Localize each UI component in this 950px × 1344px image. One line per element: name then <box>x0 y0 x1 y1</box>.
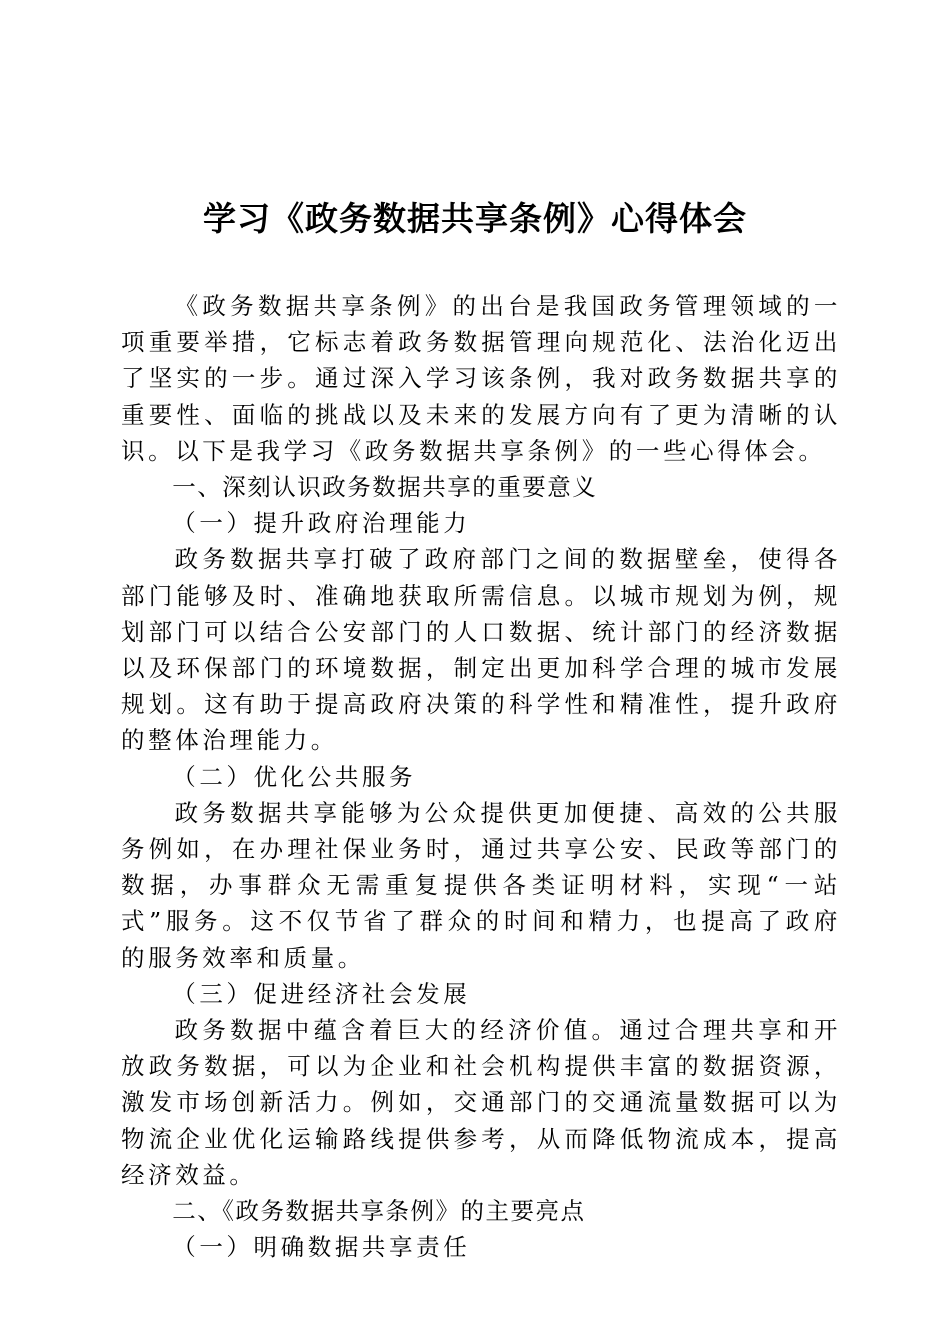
subsection-heading-2-1: （一）明确数据共享责任 <box>172 1233 471 1262</box>
document-body <box>121 288 841 1265</box>
intro-paragraph: 《政务数据共享条例》的出台是我国政务管理领域的一项重要举措，它标志着政务数据管理向规范化、法治化迈出了坚实的一步。通过深入学习该条例，我对政务数据共享的重要性、面临的挑战以及未来的发展方向有了更为清晰的认识。以下是我学习《政务数据共享条例》的一些心得体会。 <box>121 292 841 465</box>
section-heading-2: 二、《政务数据共享条例》的主要亮点 <box>172 1197 586 1226</box>
subsection-heading-1-3: （三）促进经济社会发展 <box>172 979 471 1008</box>
section-heading-1: 一、深刻认识政务数据共享的重要意义 <box>172 473 598 502</box>
document-title: 学习《政务数据共享条例》心得体会 <box>203 199 747 238</box>
body-paragraph: 政务数据共享能够为公众提供更加便捷、高效的公共服务例如，在办理社保业务时，通过共享公安、民政等部门的数据，办事群众无需重复提供各类证明材料，实现“一站式”服务。这不仅节省了群众的时间和精力，也提高了政府的服务效率和质量。 <box>121 798 841 972</box>
body-paragraph: 政务数据中蕴含着巨大的经济价值。通过合理共享和开放政务数据，可以为企业和社会机构提供丰富的数据资源，激发市场创新活力。例如，交通部门的交通流量数据可以为物流企业优化运输路线提供参考，从而降低物流成本，提高经济效益。 <box>121 1016 841 1189</box>
subsection-heading-1-2: （二）优化公共服务 <box>172 762 417 791</box>
subsection-heading-1-1: （一）提升政府治理能力 <box>172 509 471 538</box>
body-paragraph: 政务数据共享打破了政府部门之间的数据壁垒，使得各部门能够及时、准确地获取所需信息。以城市规划为例，规划部门可以结合公安部门的人口数据、统计部门的经济数据以及环保部门的环境数据，制定出更加科学合理的城市发展规划。这有助于提高政府决策的科学性和精准性，提升政府的整体治理能力。 <box>121 545 841 755</box>
